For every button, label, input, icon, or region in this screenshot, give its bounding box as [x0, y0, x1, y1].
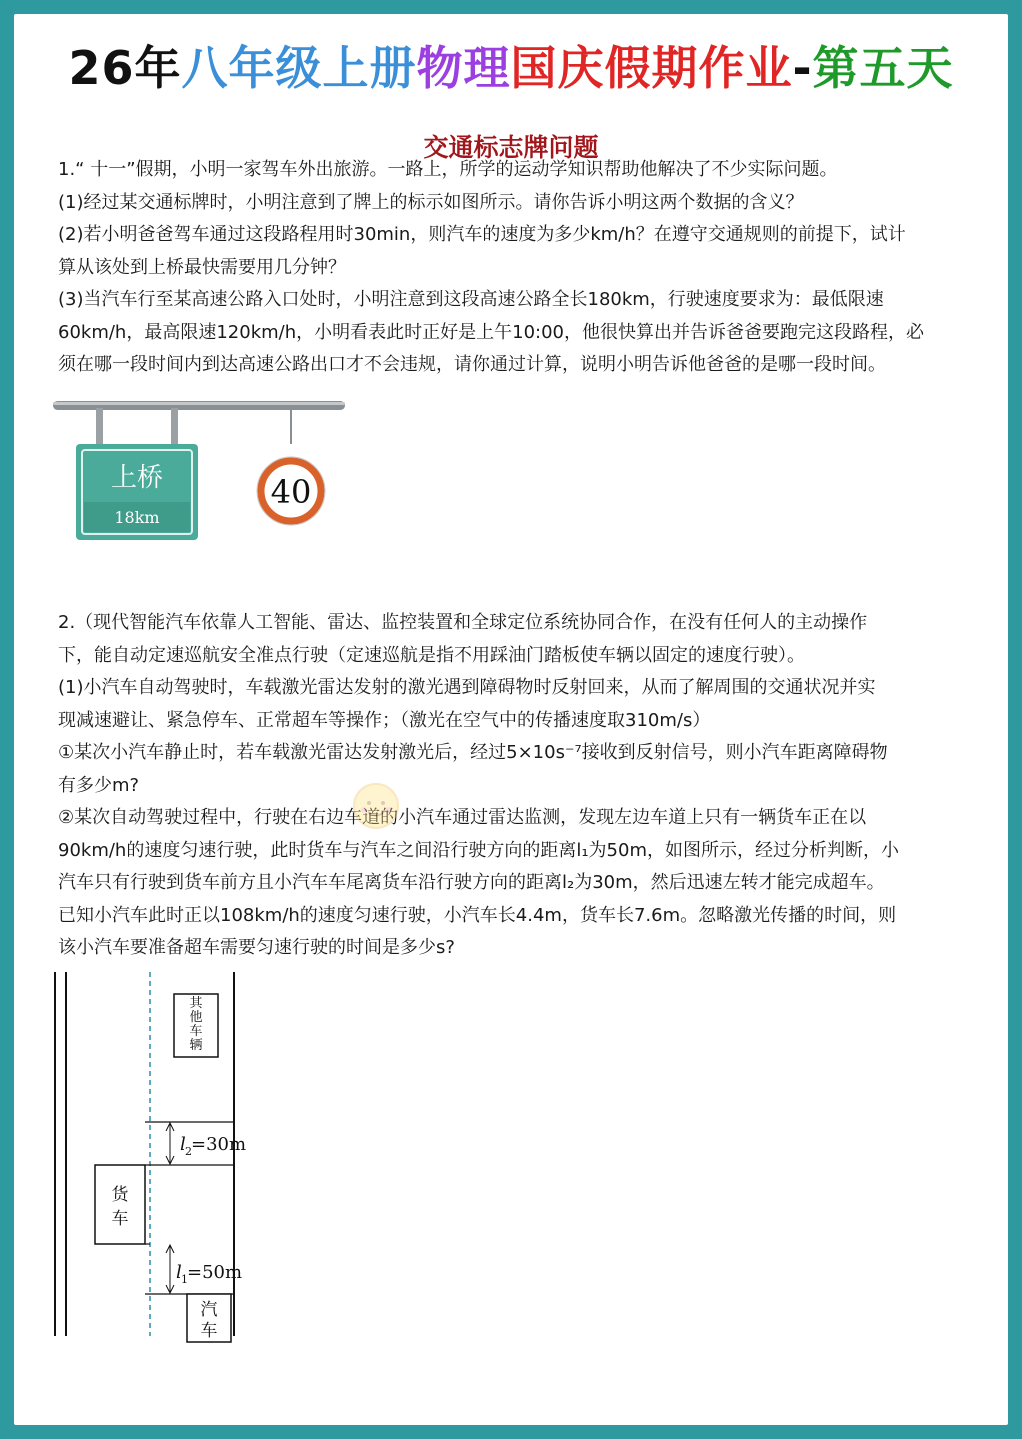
- title-subject: 物理: [416, 41, 511, 95]
- sun-watermark: [336, 766, 416, 846]
- worksheet-page: [14, 14, 1008, 1425]
- q2-line: 下，能自动定速巡航安全准点行驶（定速巡航是指不用踩油门踏板使车辆以固定的速度行驶）。: [58, 644, 805, 666]
- q2-line: 已知小汽车此时正以108km/h的速度匀速行驶，小汽车长4.4m，货车长7.6m。忽略激光传播的时间，则: [58, 904, 897, 926]
- q1-line: 算从该处到上桥最快需要用几分钟？: [58, 256, 346, 278]
- sign-place-name: 上桥: [110, 463, 164, 493]
- q1-line: 60km/h，最高限速120km/h，小明看表此时正好是上午10:00，他很快算出并告诉爸爸要跑完这段路程，必: [58, 321, 924, 343]
- l1-label: =50m: [187, 1262, 243, 1283]
- car: [187, 1294, 231, 1342]
- svg-text:车: 车: [189, 1024, 203, 1039]
- svg-text:l: l: [176, 1262, 182, 1283]
- q2-line: 该小汽车要准备超车需要匀速行驶的时间是多少s?: [58, 937, 455, 958]
- speed-limit-value: 40: [270, 473, 312, 511]
- sign-hanger-left: [96, 408, 103, 448]
- q1-line: (2)若小明爸爸驾车通过这段路程用时30min，则汽车的速度为多少km/h？在遵守交通规则的前提下，试计: [58, 224, 906, 245]
- svg-text:车: 车: [200, 1321, 218, 1341]
- question-2-text: [58, 607, 983, 965]
- distance-sign: [76, 444, 198, 540]
- q2-line: 汽车只有行驶到货车前方且小汽车车尾离货车沿行驶方向的距离l₂为30m，然后迅速左转才能完成超车。: [58, 872, 885, 893]
- q2-line: 现减速避让、紧急停车、正常超车等操作；（激光在空气中的传播速度取310m/s）: [58, 709, 711, 731]
- q1-line: (3)当汽车行至某高速公路入口处时，小明注意到这段高速公路全长180km，行驶速度要求为：最低限速: [58, 289, 884, 310]
- svg-text:1: 1: [181, 1273, 188, 1286]
- truck: [95, 1165, 145, 1244]
- title-grade: 八年级上册: [181, 41, 417, 95]
- page-title: [14, 32, 1008, 98]
- svg-text:l: l: [180, 1134, 186, 1155]
- traffic-sign-figure: [50, 394, 350, 559]
- q2-line: 2.（现代智能汽车依靠人工智能、雷达、监控装置和全球定位系统协同合作，在没有任何人的主动操作: [58, 612, 868, 633]
- svg-text:辆: 辆: [189, 1038, 203, 1053]
- svg-text:汽: 汽: [200, 1300, 218, 1320]
- svg-text:他: 他: [189, 1010, 203, 1025]
- q2-line: ①某次小汽车静止时，若车载激光雷达发射激光后，经过5×10s⁻⁷接收到反射信号，则小汽车距离障碍物: [58, 742, 888, 763]
- l2-label: =30m: [191, 1134, 247, 1155]
- q2-line: 有多少m?: [58, 774, 140, 796]
- section-subtitle: 交通标志牌问题: [423, 133, 599, 162]
- svg-text:2: 2: [185, 1145, 192, 1158]
- title-dash: -: [792, 41, 813, 95]
- q2-line: (1)小汽车自动驾驶时，车载激光雷达发射的激光遇到障碍物时反射回来，从而了解周围的交通状况并实: [58, 677, 876, 698]
- title-year: 26年: [68, 41, 182, 95]
- title-day: 第五天: [812, 41, 954, 95]
- q2-line: 90km/h的速度匀速行驶，此时货车与汽车之间沿行驶方向的距离l₁为50m，如图所示，经过分析判断，小: [58, 839, 899, 861]
- l1-dimension: [166, 1245, 242, 1293]
- sign-distance: 18km: [114, 508, 160, 527]
- svg-text:货: 货: [111, 1185, 129, 1205]
- q1-line: 1.“ 十一”假期，小明一家驾车外出旅游。一路上，所学的运动学知识帮助他解决了不少实际问题。: [58, 159, 838, 180]
- other-vehicle: [174, 994, 218, 1057]
- speed-limit-sign: [257, 457, 325, 525]
- q2-line: ②某次自动驾驶过程中，行驶在右边车道的小汽车通过雷达监测，发现左边车道上只有一辆货车正在以: [58, 807, 867, 828]
- svg-text:车: 车: [111, 1209, 129, 1229]
- q1-line: 须在哪一段时间内到达高速公路出口才不会违规，请你通过计算，说明小明告诉他爸爸的是哪一段时间。: [58, 354, 886, 375]
- overtaking-diagram: [50, 972, 260, 1352]
- question-1-text: [58, 154, 983, 382]
- q1-line: (1)经过某交通标牌时，小明注意到了牌上的标示如图所示。请你告诉小明这两个数据的含义？: [58, 191, 804, 213]
- sign-hanger-right: [171, 408, 178, 448]
- title-homework: 国庆假期作业: [510, 41, 793, 95]
- svg-text:其: 其: [189, 996, 203, 1011]
